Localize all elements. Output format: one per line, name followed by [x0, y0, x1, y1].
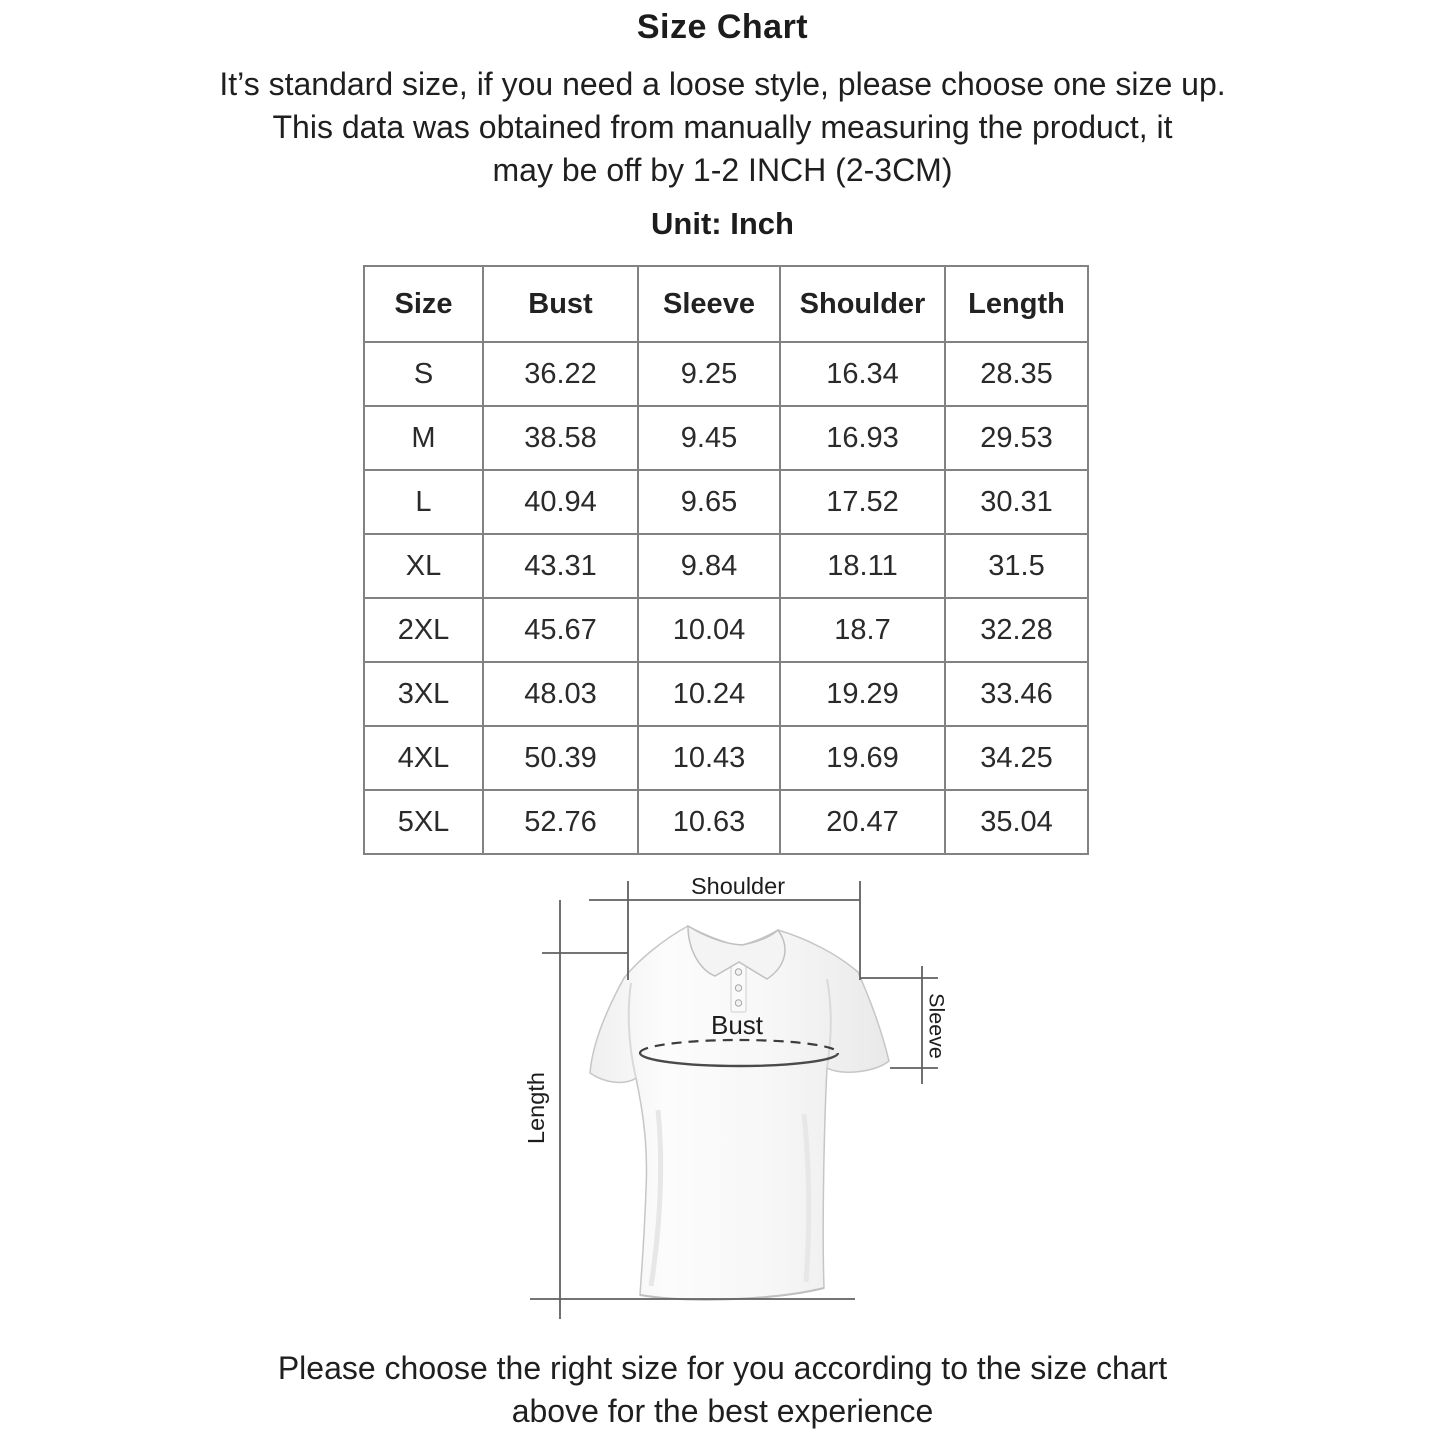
cell-sleeve: 9.25 — [638, 342, 780, 406]
cell-sleeve: 10.43 — [638, 726, 780, 790]
cell-length: 31.5 — [945, 534, 1088, 598]
cell-bust: 52.76 — [483, 790, 638, 854]
table-row — [364, 790, 1088, 854]
cell-shoulder: 20.47 — [780, 790, 945, 854]
cell-length: 34.25 — [945, 726, 1088, 790]
cell-sleeve: 9.84 — [638, 534, 780, 598]
table-row — [364, 470, 1088, 534]
bust-label: Bust — [710, 1010, 764, 1040]
cell-sleeve: 10.24 — [638, 662, 780, 726]
cell-bust: 38.58 — [483, 406, 638, 470]
cell-bust: 43.31 — [483, 534, 638, 598]
cell-sleeve: 9.65 — [638, 470, 780, 534]
button-icon — [735, 1000, 741, 1006]
cell-bust: 36.22 — [483, 342, 638, 406]
table-row — [364, 662, 1088, 726]
length-label: Length — [523, 1072, 550, 1144]
size-note-line-3: may be off by 1-2 INCH (2-3CM) — [492, 152, 953, 188]
column-header-bust: Bust — [483, 266, 638, 342]
size-table — [363, 265, 1089, 855]
column-header-sleeve: Sleeve — [638, 266, 780, 342]
size-table-body — [364, 342, 1088, 854]
cell-size: XL — [364, 534, 483, 598]
cell-sleeve: 10.63 — [638, 790, 780, 854]
column-header-length: Length — [945, 266, 1088, 342]
cell-size: 5XL — [364, 790, 483, 854]
cell-shoulder: 17.52 — [780, 470, 945, 534]
column-header-shoulder: Shoulder — [780, 266, 945, 342]
cell-bust: 45.67 — [483, 598, 638, 662]
cell-length: 33.46 — [945, 662, 1088, 726]
table-row — [364, 726, 1088, 790]
cell-size: 2XL — [364, 598, 483, 662]
cell-length: 32.28 — [945, 598, 1088, 662]
cell-sleeve: 10.04 — [638, 598, 780, 662]
cell-shoulder: 16.93 — [780, 406, 945, 470]
cell-shoulder: 18.11 — [780, 534, 945, 598]
size-note — [0, 63, 1445, 192]
button-icon — [735, 969, 741, 975]
cell-length: 28.35 — [945, 342, 1088, 406]
cell-length: 35.04 — [945, 790, 1088, 854]
unit-label: Unit: Inch — [651, 206, 794, 241]
cell-bust: 48.03 — [483, 662, 638, 726]
size-note-line-2: This data was obtained from manually measuring the product, it — [272, 109, 1173, 145]
cell-shoulder: 16.34 — [780, 342, 945, 406]
polo-shirt-illustration — [590, 926, 889, 1300]
cell-shoulder: 19.29 — [780, 662, 945, 726]
cell-bust: 40.94 — [483, 470, 638, 534]
size-note-line-1: It’s standard size, if you need a loose style, please choose one size up. — [219, 66, 1226, 102]
page-title: Size Chart — [636, 8, 809, 46]
cell-shoulder: 19.69 — [780, 726, 945, 790]
cell-size: S — [364, 342, 483, 406]
table-row — [364, 598, 1088, 662]
cell-size: M — [364, 406, 483, 470]
cell-shoulder: 18.7 — [780, 598, 945, 662]
sleeve-label: Sleeve — [924, 993, 949, 1059]
cell-size: 3XL — [364, 662, 483, 726]
table-row — [364, 406, 1088, 470]
shirt-measurement-diagram — [480, 858, 1000, 1340]
footer-note — [0, 1347, 1445, 1433]
table-row — [364, 534, 1088, 598]
cell-sleeve: 9.45 — [638, 406, 780, 470]
cell-bust: 50.39 — [483, 726, 638, 790]
table-row — [364, 342, 1088, 406]
column-header-size: Size — [364, 266, 483, 342]
cell-length: 30.31 — [945, 470, 1088, 534]
cell-size: L — [364, 470, 483, 534]
shoulder-label: Shoulder — [690, 873, 786, 899]
footer-note-line-2: above for the best experience — [511, 1393, 934, 1429]
size-table-header-row — [364, 266, 1088, 342]
cell-length: 29.53 — [945, 406, 1088, 470]
cell-size: 4XL — [364, 726, 483, 790]
footer-note-line-1: Please choose the right size for you according to the size chart — [277, 1350, 1168, 1386]
button-icon — [735, 985, 741, 991]
